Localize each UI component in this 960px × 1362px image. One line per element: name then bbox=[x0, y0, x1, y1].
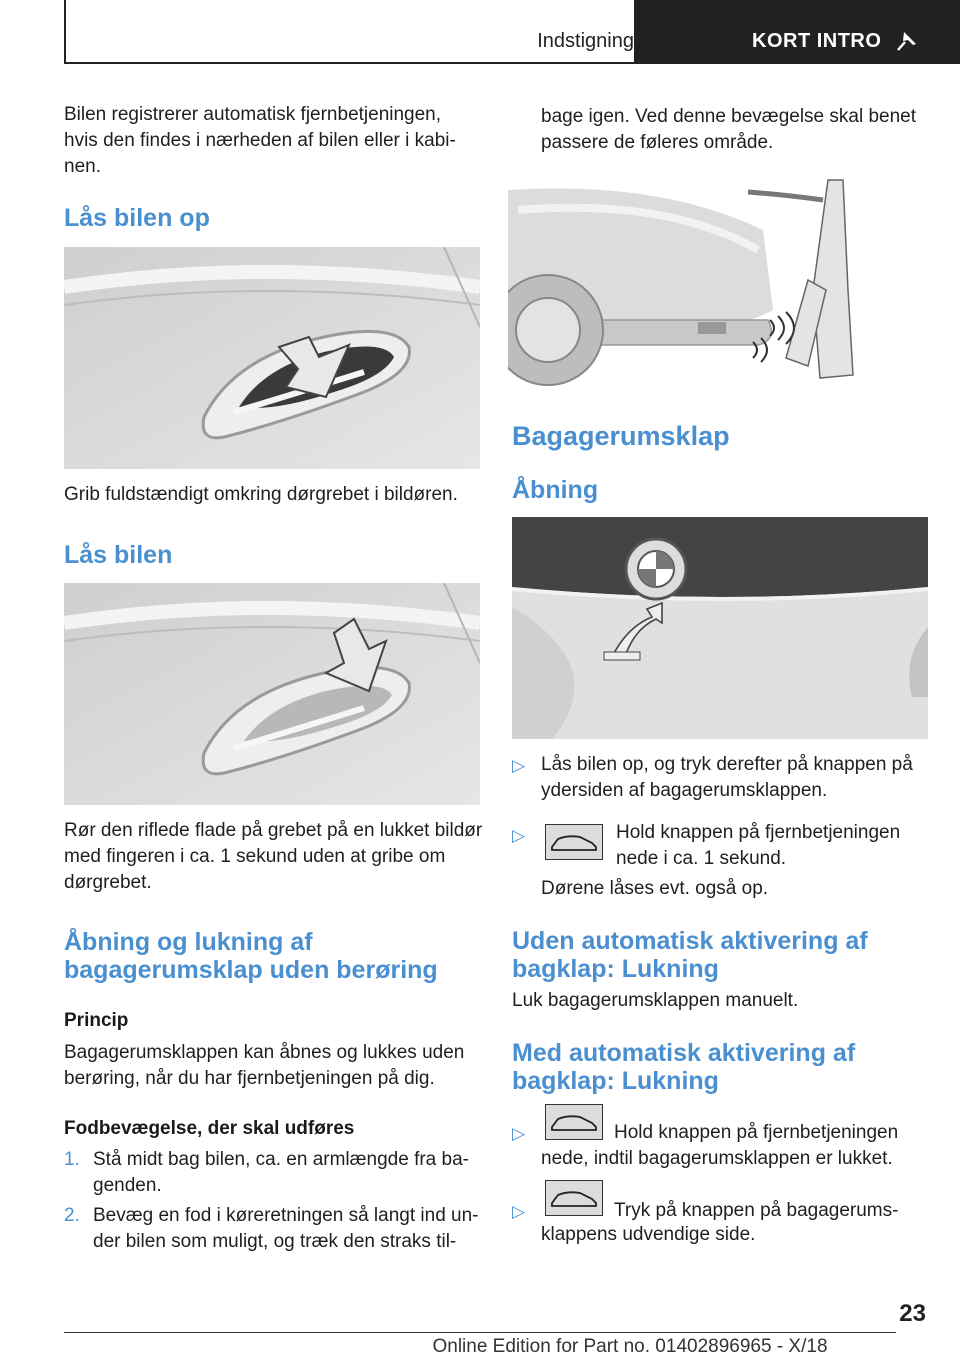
auto-closing-heading bbox=[512, 1039, 855, 1095]
continued-line: passere de føleres område. bbox=[541, 132, 774, 153]
heading-line: Med automatisk aktivering af bbox=[512, 1039, 856, 1067]
page-number: 23 bbox=[899, 1300, 926, 1327]
door-handle-lock-image bbox=[64, 583, 480, 805]
bullet-text: nede, indtil bagagerumsklappen er lukket. bbox=[541, 1148, 893, 1169]
bullet-marker: ▷ bbox=[512, 1124, 526, 1143]
footer-edition: Online Edition for Part no. 01402896965 - X/18 bbox=[432, 1336, 828, 1357]
intro-line: nen. bbox=[64, 156, 101, 177]
principle-heading: Princip bbox=[64, 1010, 129, 1031]
trunk-remote-button-icon bbox=[545, 1104, 603, 1140]
contactless-heading bbox=[64, 928, 438, 984]
continued-line: bage igen. Ved denne bevægelse skal benet bbox=[541, 106, 917, 127]
heading-line: Åbning og lukning af bbox=[64, 928, 313, 956]
lock-text bbox=[64, 818, 482, 896]
bullet-text: Tryk på knappen på bagagerums- bbox=[614, 1200, 899, 1221]
unlock-heading: Lås bilen op bbox=[64, 204, 210, 232]
bullet-marker: ▷ bbox=[512, 826, 526, 845]
step-line: Bevæg en fod i køreretningen så langt ind un- bbox=[93, 1205, 479, 1226]
heading-line: Uden automatisk aktivering af bbox=[512, 927, 868, 955]
heading-line: bagagerumsklap uden berøring bbox=[64, 956, 438, 984]
trunk-remote-button-icon bbox=[545, 824, 603, 860]
trunk-button-image bbox=[512, 517, 928, 739]
principle-line: berøring, når du har fjernbetjeningen på dig. bbox=[64, 1068, 435, 1089]
section-title: Indstigning bbox=[537, 30, 634, 52]
bullet-note: Dørene låses evt. også op. bbox=[541, 878, 769, 899]
pin-icon bbox=[896, 30, 918, 52]
principle-line: Bagagerumsklappen kan åbnes og lukkes uden bbox=[64, 1042, 465, 1063]
chapter-title: KORT INTRO bbox=[752, 30, 882, 52]
step-line: genden. bbox=[93, 1175, 162, 1196]
bullet-text bbox=[541, 752, 913, 804]
foot-motion-heading: Fodbevægelse, der skal udføres bbox=[64, 1118, 355, 1139]
lock-text-line: dørgrebet. bbox=[64, 872, 152, 893]
bullet-text: Hold knappen på fjernbetjeningen bbox=[614, 1122, 899, 1143]
step-number: 1. bbox=[64, 1149, 80, 1170]
trunk-remote-button-icon bbox=[545, 1180, 603, 1216]
door-handle-unlock-image bbox=[64, 247, 480, 469]
heading-line: bagklap: Lukning bbox=[512, 1067, 719, 1095]
lock-text-line: Rør den riflede flade på grebet på en lukket bildør bbox=[64, 820, 483, 841]
bullet-text bbox=[616, 820, 900, 872]
bullet-line: Lås bilen op, og tryk derefter på knappen på bbox=[541, 754, 913, 775]
bullet-marker: ▷ bbox=[512, 1202, 526, 1221]
continued-step-text bbox=[541, 104, 916, 156]
principle-text bbox=[64, 1040, 464, 1092]
chapter-tab bbox=[634, 0, 960, 64]
no-auto-closing-text: Luk bagagerumsklappen manuelt. bbox=[512, 990, 799, 1011]
step-line: Stå midt bag bilen, ca. en armlængde fra ba- bbox=[93, 1149, 469, 1170]
trunk-heading: Bagagerumsklap bbox=[512, 421, 730, 451]
step-line: der bilen som muligt, og træk den straks til- bbox=[93, 1231, 457, 1252]
foot-gesture-image bbox=[508, 170, 864, 392]
bullet-line: ydersiden af bagagerumsklappen. bbox=[541, 780, 828, 801]
intro-line: hvis den findes i nærheden af bilen eller i kabi- bbox=[64, 130, 456, 151]
bullet-line: Hold knappen på fjernbetjeningen bbox=[616, 822, 901, 843]
step-number: 2. bbox=[64, 1205, 80, 1226]
lock-heading: Lås bilen bbox=[64, 541, 173, 569]
no-auto-closing-heading bbox=[512, 927, 868, 983]
opening-heading: Åbning bbox=[512, 476, 599, 504]
header-section-box bbox=[64, 0, 648, 64]
intro-paragraph bbox=[64, 102, 456, 180]
unlock-text: Grib fuldstændigt omkring dørgrebet i bildøren. bbox=[64, 484, 458, 505]
bullet-marker: ▷ bbox=[512, 756, 526, 775]
heading-line: bagklap: Lukning bbox=[512, 955, 719, 983]
lock-text-line: med fingeren i ca. 1 sekund uden at gribe om bbox=[64, 846, 446, 867]
footer-divider bbox=[64, 1332, 896, 1333]
bullet-line: nede i ca. 1 sekund. bbox=[616, 848, 787, 869]
step-text bbox=[93, 1147, 469, 1199]
intro-line: Bilen registrerer automatisk fjernbetjeningen, bbox=[64, 104, 442, 125]
step-text bbox=[93, 1203, 479, 1255]
bullet-text: klappens udvendige side. bbox=[541, 1224, 756, 1245]
